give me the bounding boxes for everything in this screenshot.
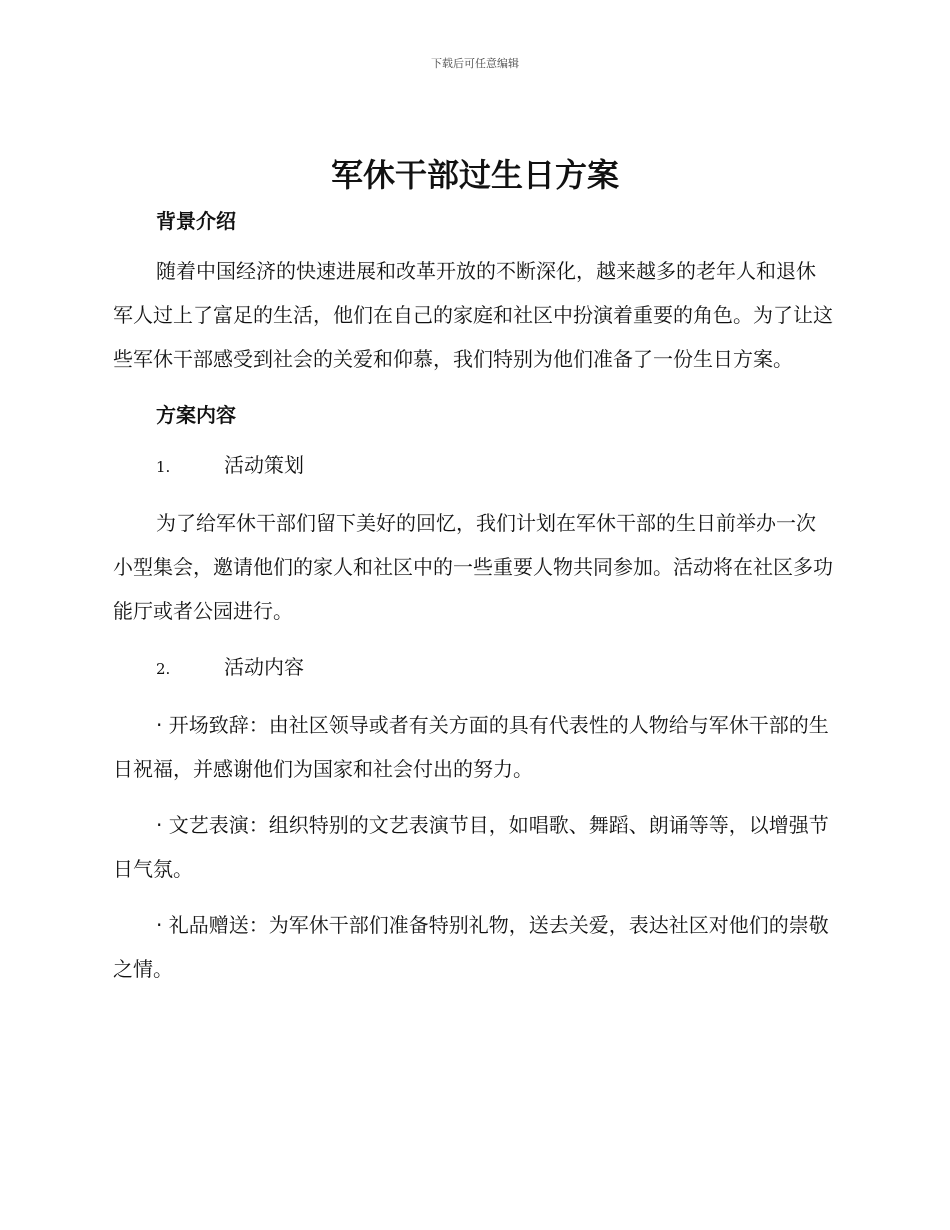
background-paragraph: 随着中国经济的快速进展和改革开放的不断深化，越来越多的老年人和退休军人过上了富足的生活，他们在自己的家庭和社区中扮演着重要的角色。为了让这些军休干部感受到社会的关爱和仰慕，我们特别为他们准备了一份生日方案。 [113,259,833,371]
bullet-gifts: · 礼品赠送：为军休干部们准备特别礼物，送去关爱，表达社区对他们的崇敬之情。 [113,913,829,981]
list-number: 1. [156,458,171,476]
section-heading-background: 背景介绍 [156,209,236,233]
list-title: 活动内容 [224,655,304,679]
list-number: 2. [156,660,171,678]
section-heading-plan: 方案内容 [156,403,236,427]
bullet-performance: · 文艺表演：组织特别的文艺表演节目，如唱歌、舞蹈、朗诵等等，以增强节日气氛。 [113,813,829,881]
list-title: 活动策划 [224,453,304,477]
list-item-activity-planning [113,443,833,489]
activity-planning-paragraph: 为了给军休干部们留下美好的回忆，我们计划在军休干部的生日前举办一次小型集会，邀请他们的家人和社区中的一些重要人物共同参加。活动将在社区多功能厅或者公园进行。 [113,511,833,623]
page-header-note: 下载后可任意编辑 [431,57,519,70]
document-title: 军休干部过生日方案 [330,156,619,194]
document-body [113,205,833,991]
bullet-opening-speech: · 开场致辞：由社区领导或者有关方面的具有代表性的人物给与军休干部的生日祝福，并感谢他们为国家和社会付出的努力。 [113,713,829,781]
list-item-activity-content [113,645,833,691]
